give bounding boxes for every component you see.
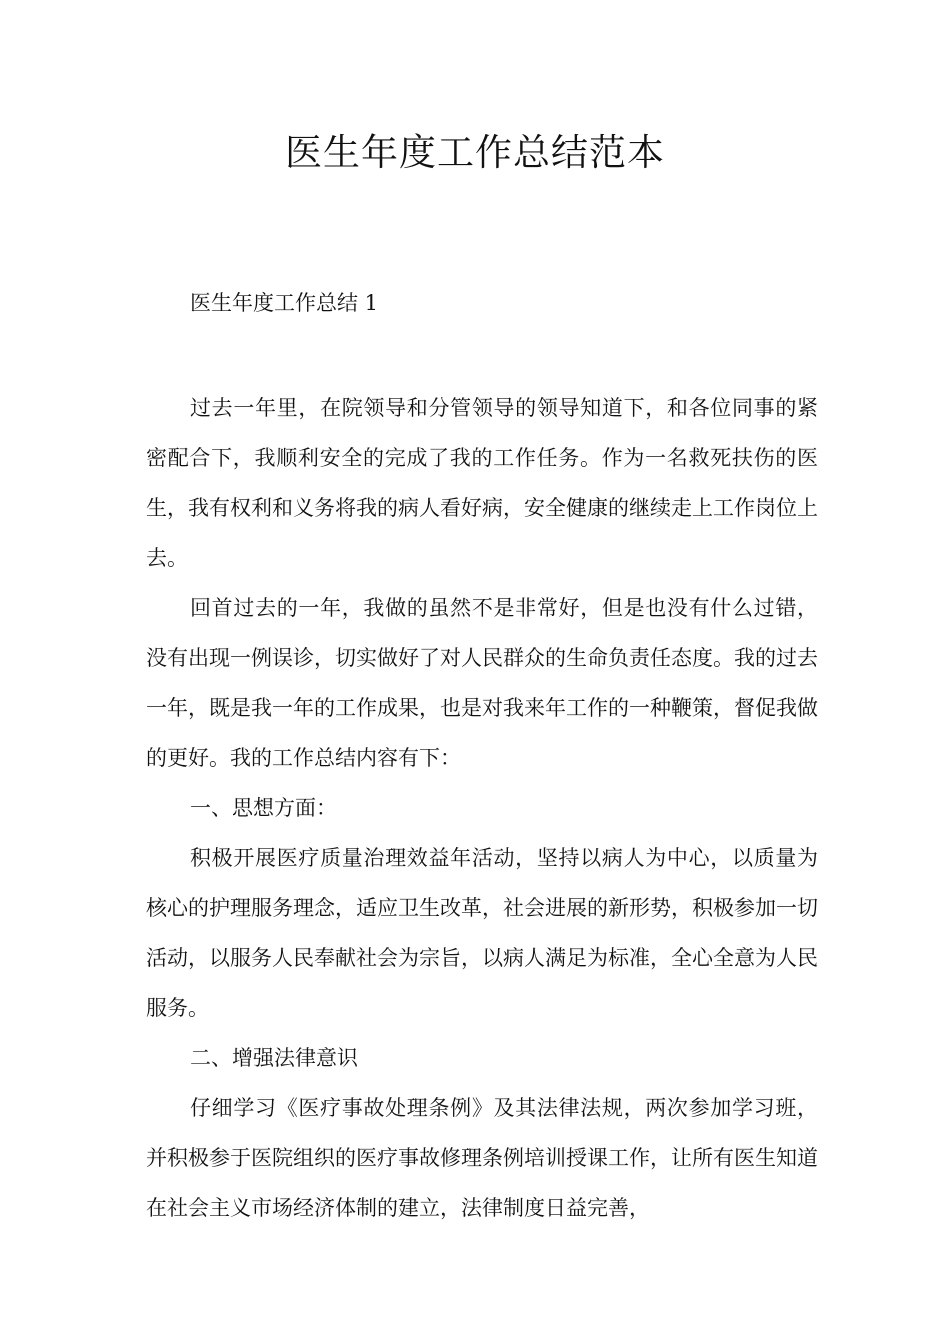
document-body bbox=[146, 383, 818, 1233]
paragraph-legal-awareness: 仔细学习《医疗事故处理条例》及其法律法规，两次参加学习班，并积极参于医院组织的医疗事故修理条例培训授课工作，让所有医生知道在社会主义市场经济体制的建立，法律制度日益完善， bbox=[146, 1096, 818, 1220]
paragraph-review: 回首过去的一年，我做的虽然不是非常好，但是也没有什么过错，没有出现一例误诊，切实做好了对人民群众的生命负责任态度。我的过去一年，既是我一年的工作成果，也是对我来年工作的一种鞭策，督促我做的更好。我的工作总结内容有下： bbox=[146, 596, 818, 770]
paragraph-intro: 过去一年里，在院领导和分管领导的领导知道下，和各位同事的紧密配合下，我顺利安全的完成了我的工作任务。作为一名救死扶伤的医生，我有权利和义务将我的病人看好病，安全健康的继续走上工作岗位上去。 bbox=[146, 396, 818, 570]
paragraph-ideology: 积极开展医疗质量治理效益年活动，坚持以病人为中心，以质量为核心的护理服务理念，适应卫生改革，社会进展的新形势，积极参加一切活动，以服务人民奉献社会为宗旨，以病人满足为标准，全心全意为人民服务。 bbox=[146, 846, 818, 1020]
heading-legal-awareness: 二、增强法律意识 bbox=[190, 1046, 358, 1070]
section-heading: 医生年度工作总结 1 bbox=[190, 291, 379, 315]
document-title: 医生年度工作总结范本 bbox=[285, 131, 665, 174]
heading-ideology: 一、思想方面： bbox=[190, 796, 337, 820]
